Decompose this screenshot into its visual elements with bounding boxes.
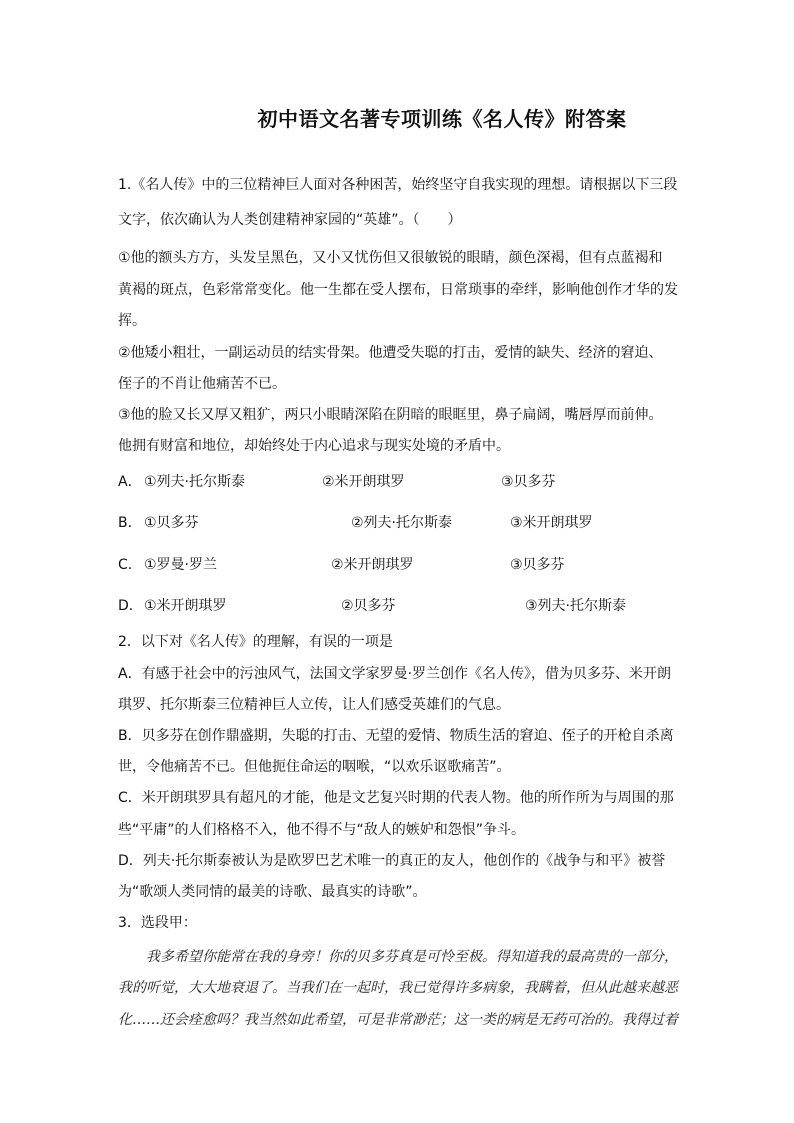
q2-line: 些“平庸”的人们格格不入，他不得不与“敌人的嫉妒和怨恨”争斗。 [118, 822, 526, 838]
option-d-choice-2: ②贝多芬 [341, 598, 396, 614]
option-c-letter: C． [118, 557, 142, 573]
option-d-letter: D． [118, 598, 143, 614]
option-a-letter: A． [118, 474, 142, 490]
option-d-choice-1: ①米开朗琪罗 [144, 598, 227, 614]
page-title: 初中语文名著专项训练《名人传》附答案 [257, 107, 627, 131]
option-b-choice-3: ③米开朗琪罗 [510, 515, 593, 531]
option-a-choice-3: ③贝多芬 [501, 474, 556, 490]
option-b-choice-2: ②列夫·托尔斯泰 [351, 515, 453, 531]
q2-line: 2．以下对《名人传》的理解，有误的一项是 [118, 634, 393, 650]
q1-stem-line: 文字，依次确认为人类创建精神家园的“英雄”。（ ） [118, 212, 462, 228]
option-d-choice-3: ③列夫·托尔斯泰 [525, 598, 627, 614]
q1-passage-line: 挥。 [118, 313, 146, 329]
q3-excerpt-line: 我的听觉，大大地衰退了。当我们在一起时，我已觉得许多病象，我瞒着，但从此越来越恶 [118, 980, 678, 996]
q1-passage-line: 黄褐的斑点，色彩常常变化。他一生都在受人摆布，日常琐事的牵绊，影响他创作才华的发 [118, 282, 678, 298]
q2-line: A．有感于社会中的污浊风气，法国文学家罗曼·罗兰创作《名人传》，借为贝多芬、米开朗 [118, 666, 672, 682]
q2-line: 世，令他痛苦不已。但他扼住命运的咽喉，“以欢乐讴歌痛苦”。 [118, 759, 511, 775]
q1-passage-line: ③他的脸又长又厚又粗犷，两只小眼睛深陷在阴暗的眼眶里，鼻子扁阔，嘴唇厚而前伸。 [118, 407, 663, 423]
option-a-choice-2: ②米开朗琪罗 [322, 474, 405, 490]
q2-line: 为“歌颂人类同情的最美的诗歌、最真实的诗歌”。 [118, 884, 427, 900]
q3-excerpt-line: 我多希望你能常在我的身旁！你的贝多芬真是可怜至极。得知道我的最高贵的一部分， [146, 949, 678, 965]
q1-stem-line: 1.《名人传》中的三位精神巨人面对各种困苦，始终坚守自我实现的理想。请根据以下三段 [118, 177, 678, 193]
q3-excerpt-line: 化……还会痊愈吗？我当然如此希望，可是非常渺茫；这一类的病是无药可治的。我得过着 [118, 1012, 678, 1028]
option-b-letter: B． [118, 515, 142, 531]
q2-line: D．列夫·托尔斯泰被认为是欧罗巴艺术唯一的真正的友人，他创作的《战争与和平》被誉 [118, 853, 666, 869]
q2-line: C．米开朗琪罗具有超凡的才能，他是文艺复兴时期的代表人物。他的所作所为与周围的那 [118, 790, 674, 806]
q1-passage-line: ②他矮小粗壮，一副运动员的结实骨架。他遭受失聪的打击，爱情的缺失、经济的窘迫、 [118, 345, 663, 361]
q1-passage-line: ①他的额头方方，头发呈黑色，又小又忧伤但又很敏锐的眼睛，颜色深褐，但有点蓝褐和 [118, 250, 663, 266]
option-a-choice-1: ①列夫·托尔斯泰 [144, 474, 246, 490]
q3-heading: 3．选段甲： [118, 915, 197, 931]
q2-line: B．贝多芬在创作鼎盛期，失聪的打击、无望的爱情、物质生活的窘迫、侄子的开枪自杀离 [118, 728, 674, 744]
option-c-choice-1: ①罗曼·罗兰 [144, 557, 218, 573]
q1-passage-line: 侄子的不肖让他痛苦不已。 [118, 376, 286, 392]
option-b-choice-1: ①贝多芬 [144, 515, 199, 531]
q1-passage-line: 他拥有财富和地位，却始终处于内心追求与现实处境的矛盾中。 [118, 438, 510, 454]
option-c-choice-2: ②米开朗琪罗 [331, 557, 414, 573]
option-c-choice-3: ③贝多芬 [510, 557, 565, 573]
q2-line: 琪罗、托尔斯泰三位精神巨人立传，让人们感受英雄们的气息。 [118, 697, 510, 713]
